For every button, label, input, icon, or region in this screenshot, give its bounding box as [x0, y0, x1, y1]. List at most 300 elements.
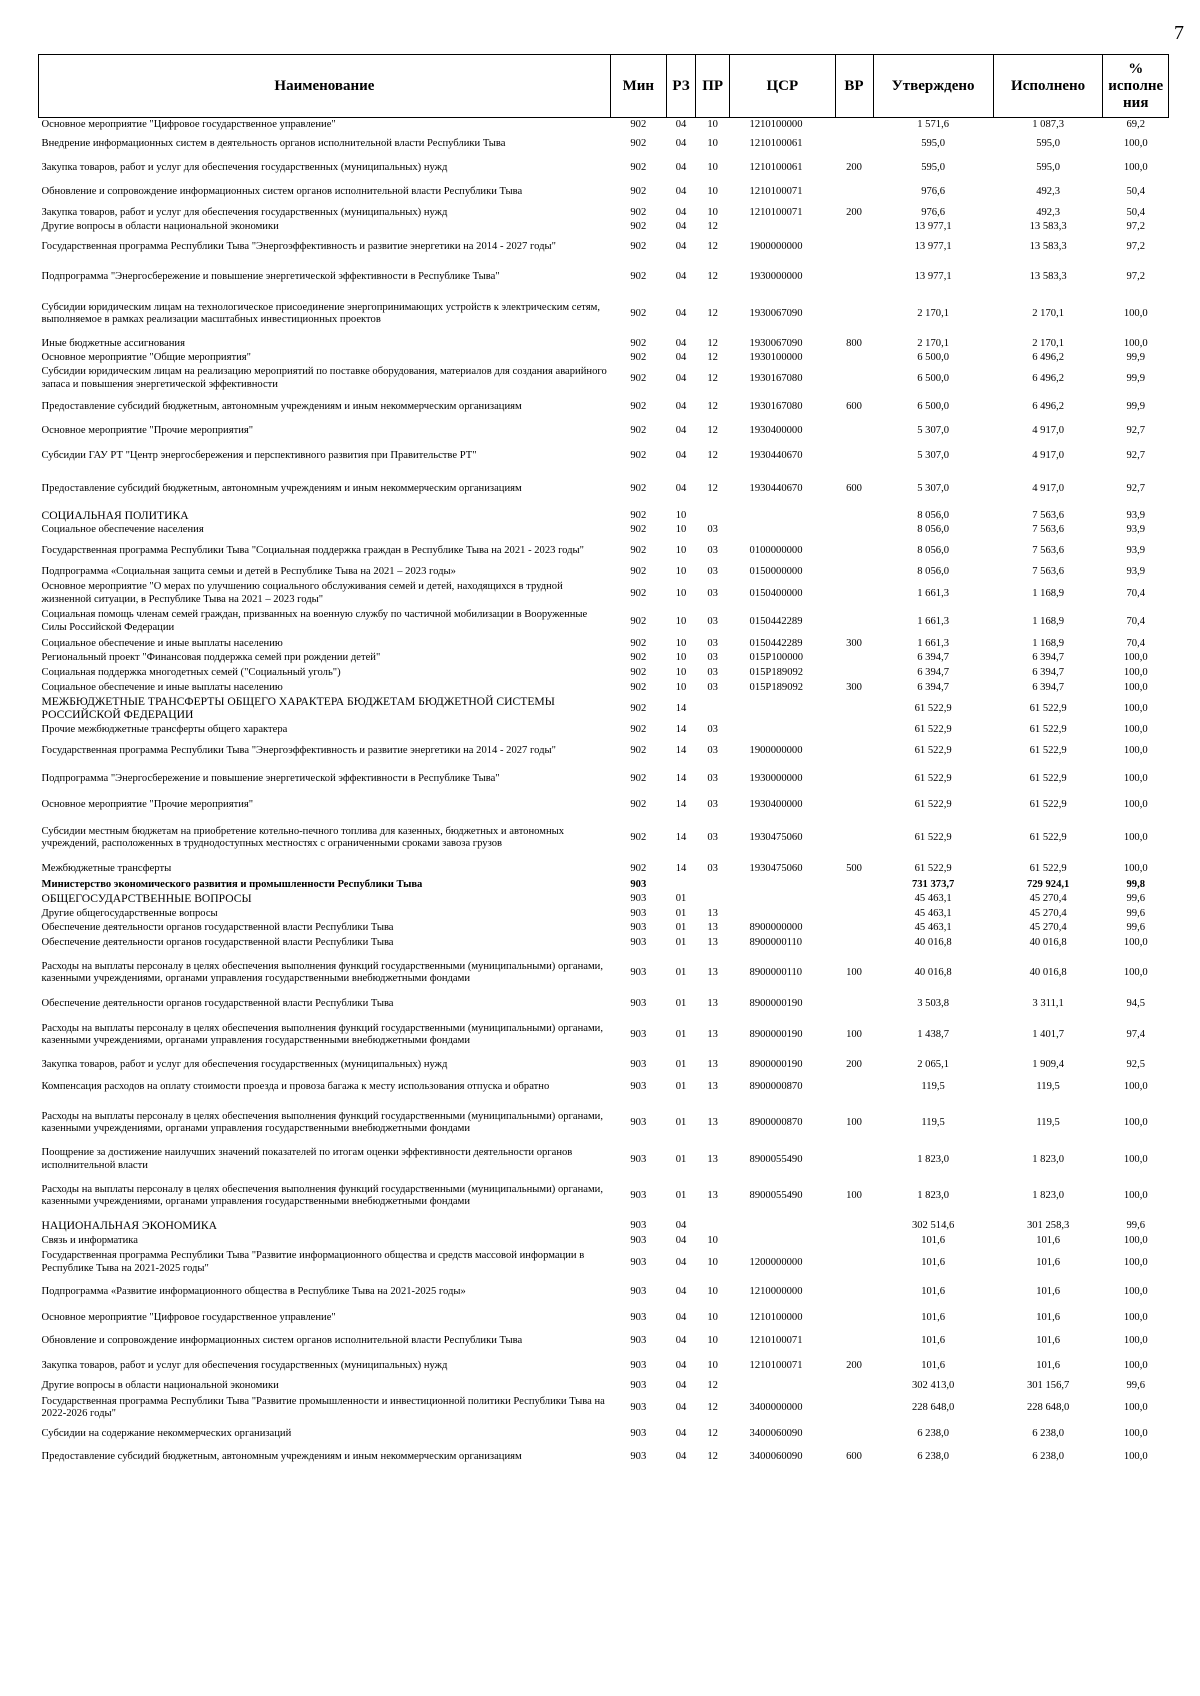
cell-csr: 1210100061 [749, 162, 803, 174]
cell-csr [730, 695, 836, 722]
cell-name: Основное мероприятие "Прочие мероприятия" [41, 798, 254, 810]
cell-name: Другие общегосударственные вопросы [41, 907, 218, 919]
cell-approved: 45 463,1 [914, 892, 952, 904]
table-row [39, 651, 1169, 665]
cell-rz: 01 [675, 892, 687, 904]
cell-name: Субсидии юридическим лицам на технологическое присоединение энергопринимающих устройств к электрическим сетям, выполняемое в рамках реализации масштабных инвестиционных проектов [41, 301, 601, 326]
cell-pr: 12 [707, 1427, 718, 1439]
cell-percent: 99,9 [1126, 351, 1146, 363]
cell-vr: 600 [846, 400, 862, 412]
cell-rz: 04 [675, 1427, 687, 1439]
cell-rz: 04 [675, 1379, 687, 1391]
cell-min: 903 [630, 1235, 647, 1247]
cell-rz: 10 [675, 524, 687, 536]
cell-approved: 40 016,8 [914, 967, 952, 979]
cell-executed: 101,6 [1036, 1359, 1061, 1371]
cell-percent: 99,6 [1126, 892, 1146, 904]
cell-executed: 101,6 [1036, 1235, 1061, 1247]
cell-csr: 1210100071 [749, 186, 803, 198]
cell-name: Министерство экономического развития и промышленности Республики Тыва [41, 878, 423, 890]
cell-executed: 1 909,4 [1032, 1058, 1065, 1070]
cell-vr [835, 995, 873, 1013]
cell-rz: 01 [675, 1080, 687, 1092]
cell-pr: 03 [707, 666, 718, 678]
cell-executed: 45 270,4 [1029, 922, 1067, 934]
cell-executed: 13 583,3 [1029, 221, 1067, 233]
cell-rz: 14 [675, 832, 687, 844]
cell-vr [835, 878, 873, 891]
cell-executed: 61 522,9 [1029, 863, 1067, 875]
cell-min: 902 [630, 509, 647, 521]
table-row [39, 636, 1169, 651]
cell-pr: 03 [707, 745, 718, 757]
table-row [39, 1145, 1169, 1174]
cell-rz: 01 [675, 967, 687, 979]
cell-rz: 01 [675, 1029, 687, 1041]
cell-min: 902 [630, 337, 647, 349]
cell-min: 902 [630, 587, 647, 599]
cell-csr: 1930475060 [749, 832, 803, 844]
cell-csr: 3400000000 [749, 1402, 803, 1414]
cell-rz: 10 [675, 566, 687, 578]
cell-min: 902 [630, 450, 647, 462]
cell-pr: 12 [707, 1402, 718, 1414]
cell-min: 903 [630, 1058, 647, 1070]
header-vr: ВР [835, 55, 873, 118]
table-row [39, 156, 1169, 180]
cell-csr: 8900000110 [749, 937, 803, 949]
cell-percent: 92,5 [1126, 1058, 1146, 1070]
cell-executed: 1 823,0 [1032, 1190, 1065, 1202]
cell-csr: 0100000000 [749, 544, 803, 556]
cell-pr: 12 [707, 241, 718, 253]
table-row [39, 204, 1169, 221]
header-row [39, 55, 1169, 118]
cell-name: Предоставление субсидий бюджетным, автономным учреждениям и иным некоммерческим организациям [41, 400, 522, 412]
table-row [39, 1101, 1169, 1145]
cell-vr [835, 607, 873, 636]
cell-min: 902 [630, 615, 647, 627]
cell-rz: 10 [675, 544, 687, 556]
cell-min: 902 [630, 652, 647, 664]
cell-vr: 600 [846, 1451, 862, 1463]
cell-pr: 03 [707, 863, 718, 875]
cell-min: 902 [630, 566, 647, 578]
cell-vr: 600 [846, 483, 862, 495]
cell-approved: 1 823,0 [917, 1153, 950, 1165]
cell-vr [835, 580, 873, 607]
cell-percent: 100,0 [1123, 798, 1148, 810]
cell-approved: 101,6 [921, 1286, 946, 1298]
cell-name: Обеспечение деятельности органов государственной власти Республики Тыва [41, 922, 394, 934]
cell-csr [730, 221, 836, 233]
table-row [39, 118, 1169, 132]
cell-vr [835, 537, 873, 564]
cell-pr: 13 [707, 907, 718, 919]
cell-csr: 3400060090 [749, 1427, 803, 1439]
cell-approved: 1 823,0 [917, 1190, 950, 1202]
cell-pr: 03 [707, 524, 718, 536]
cell-name: Субсидии юридическим лицам на реализацию мероприятий по поставке оборудования, материалов для создания аварийного запаса и повышения энергетической эффективности [41, 366, 607, 390]
cell-approved: 101,6 [921, 1359, 946, 1371]
cell-rz: 14 [675, 798, 687, 810]
cell-pr: 13 [707, 1153, 718, 1165]
cell-csr: 8900000870 [749, 1080, 803, 1092]
table-row [39, 793, 1169, 816]
cell-executed: 1 401,7 [1032, 1029, 1065, 1041]
cell-name: Основное мероприятие "О мерах по улучшению социального обслуживания семей и детей, находящихся в трудной жизненной ситуации, в Республике Тыва на 2021 – 2023 годы" [41, 581, 563, 605]
cell-vr [835, 234, 873, 261]
cell-min: 903 [630, 1080, 647, 1092]
cell-approved: 101,6 [921, 1335, 946, 1347]
cell-min: 903 [630, 1117, 647, 1129]
cell-name: Обеспечение деятельности органов государственной власти Республики Тыва [41, 937, 394, 949]
cell-pr: 12 [707, 400, 718, 412]
cell-min: 902 [630, 798, 647, 810]
page-number: 7 [1174, 22, 1184, 44]
table-row [39, 1234, 1169, 1248]
cell-percent: 100,0 [1123, 1359, 1148, 1371]
cell-csr: 1930475060 [749, 863, 803, 875]
cell-percent: 100,0 [1123, 681, 1148, 693]
cell-percent: 100,0 [1123, 1190, 1148, 1202]
cell-executed: 595,0 [1036, 162, 1061, 174]
cell-approved: 45 463,1 [914, 922, 952, 934]
cell-vr [835, 352, 873, 364]
cell-rz: 10 [675, 652, 687, 664]
cell-rz: 14 [675, 723, 687, 735]
cell-executed: 119,5 [1036, 1117, 1060, 1129]
cell-name: Социальная поддержка многодетных семей ("Социальный уголь") [41, 666, 341, 678]
cell-executed: 301 258,3 [1026, 1220, 1070, 1232]
cell-pr: 03 [707, 615, 718, 627]
cell-min: 903 [630, 937, 647, 949]
cell-name: Подпрограмма "Энергосбережение и повышение энергетической эффективности в Республике Тыва" [41, 270, 500, 282]
cell-executed: 61 522,9 [1029, 773, 1067, 785]
cell-pr: 03 [707, 587, 718, 599]
cell-pr: 13 [707, 1080, 718, 1092]
cell-min: 902 [630, 483, 647, 495]
cell-csr: 1900000000 [749, 241, 803, 253]
cell-name: Государственная программа Республики Тыва "Энергоэффективность и развитие энергетики на 2014 - 2027 годы" [41, 241, 556, 253]
cell-pr: 03 [707, 566, 718, 578]
cell-vr: 100 [846, 967, 862, 979]
cell-executed: 6 394,7 [1032, 666, 1065, 678]
cell-pr: 13 [707, 1190, 718, 1202]
cell-pr: 12 [707, 372, 718, 384]
cell-name: Государственная программа Республики Тыва "Энергоэффективность и развитие энергетики на 2014 - 2027 годы" [41, 745, 556, 757]
cell-pr: 10 [707, 119, 718, 130]
cell-approved: 6 238,0 [917, 1427, 950, 1439]
table-row [39, 580, 1169, 607]
cell-min: 903 [630, 1029, 647, 1041]
cell-rz: 04 [675, 450, 687, 462]
cell-rz: 04 [675, 400, 687, 412]
cell-percent: 99,6 [1126, 1379, 1146, 1391]
cell-name: Обновление и сопровождение информационных систем органов исполнительной власти Республики Тыва [41, 186, 523, 198]
cell-name: Закупка товаров, работ и услуг для обеспечения государственных (муниципальных) нужд [41, 162, 448, 174]
cell-min: 903 [630, 907, 647, 919]
cell-csr: 8900000870 [749, 1117, 803, 1129]
cell-min: 902 [630, 702, 647, 714]
cell-vr [835, 364, 873, 393]
cell-min: 902 [630, 221, 647, 233]
cell-min: 903 [630, 878, 647, 890]
cell-approved: 8 056,0 [917, 566, 950, 578]
cell-approved: 5 307,0 [917, 483, 950, 495]
cell-approved: 3 503,8 [917, 998, 950, 1010]
cell-rz: 04 [675, 1402, 687, 1414]
cell-approved: 61 522,9 [914, 863, 952, 875]
cell-vr: 200 [846, 1058, 862, 1070]
cell-approved: 595,0 [921, 137, 946, 149]
cell-min: 902 [630, 137, 647, 149]
cell-percent: 100,0 [1123, 1402, 1148, 1414]
cell-name: Расходы на выплаты персоналу в целях обеспечения выполнения функций государственными (муниципальными) органами, казенными учреждениями, органами управления государственными внебюджетными фондами [41, 1022, 603, 1047]
cell-pr: 10 [707, 137, 718, 149]
cell-csr: 1200000000 [749, 1256, 803, 1268]
cell-name: Социальная помощь членам семей граждан, призванных на военную службу по частичной мобилизации в Вооруженные Силы Российской Федерации [41, 609, 588, 633]
cell-pr [696, 1218, 730, 1234]
cell-vr [835, 935, 873, 951]
cell-csr [730, 508, 836, 523]
cell-approved: 61 522,9 [914, 773, 952, 785]
cell-vr [835, 180, 873, 204]
cell-pr: 12 [707, 450, 718, 462]
cell-percent: 70,4 [1126, 615, 1146, 627]
cell-csr: 8900000190 [749, 998, 803, 1010]
cell-approved: 302 514,6 [911, 1220, 955, 1232]
cell-name: Социальное обеспечение и иные выплаты населению [41, 681, 283, 693]
cell-name: НАЦИОНАЛЬНАЯ ЭКОНОМИКА [41, 1219, 218, 1233]
cell-approved: 1 661,3 [917, 587, 950, 599]
cell-pr [696, 508, 730, 523]
cell-csr: 1210100071 [749, 1359, 803, 1371]
cell-name: Подпрограмма «Развитие информационного общества в Республике Тыва на 2021-2025 годы» [41, 1286, 466, 1298]
cell-percent: 100,0 [1123, 832, 1148, 844]
table-row [39, 737, 1169, 765]
cell-percent: 97,2 [1126, 221, 1146, 233]
cell-percent: 92,7 [1126, 483, 1146, 495]
cell-rz: 04 [675, 1256, 687, 1268]
table-row [39, 1353, 1169, 1378]
cell-approved: 6 394,7 [917, 681, 950, 693]
table-row [39, 891, 1169, 906]
cell-name: Предоставление субсидий бюджетным, автономным учреждениям и иным некоммерческим организациям [41, 1451, 522, 1463]
cell-rz: 01 [675, 907, 687, 919]
cell-approved: 6 238,0 [917, 1451, 950, 1463]
cell-percent: 99,9 [1126, 372, 1146, 384]
cell-rz: 04 [675, 308, 687, 320]
cell-percent: 50,4 [1126, 186, 1146, 198]
cell-vr: 500 [846, 863, 862, 875]
cell-min: 902 [630, 425, 647, 437]
cell-percent: 99,9 [1126, 400, 1146, 412]
cell-min: 902 [630, 681, 647, 693]
cell-csr: 1210100061 [749, 137, 803, 149]
cell-vr [835, 131, 873, 156]
cell-percent: 50,4 [1126, 206, 1146, 218]
cell-executed: 7 563,6 [1032, 524, 1065, 536]
cell-vr: 800 [846, 337, 862, 349]
cell-csr [730, 1218, 836, 1234]
cell-approved: 101,6 [921, 1235, 946, 1247]
cell-name: Основное мероприятие "Цифровое государственное управление" [41, 119, 336, 130]
cell-name: Расходы на выплаты персоналу в целях обеспечения выполнения функций государственными (муниципальными) органами, казенными учреждениями, органами управления государственными внебюджетными фондами [41, 960, 603, 985]
cell-executed: 4 917,0 [1032, 483, 1065, 495]
table-row [39, 1423, 1169, 1444]
table-row [39, 1057, 1169, 1072]
cell-approved: 5 307,0 [917, 450, 950, 462]
cell-csr: 1930400000 [749, 425, 803, 437]
cell-percent: 100,0 [1123, 137, 1148, 149]
cell-pr: 03 [707, 723, 718, 735]
cell-pr: 03 [707, 652, 718, 664]
table-row [39, 816, 1169, 860]
cell-approved: 2 170,1 [917, 308, 950, 320]
cell-csr [730, 878, 836, 891]
cell-vr [835, 1145, 873, 1174]
cell-min: 902 [630, 162, 647, 174]
table-row [39, 1307, 1169, 1329]
cell-executed: 40 016,8 [1029, 937, 1067, 949]
header-pr: ПР [696, 55, 730, 118]
cell-csr [730, 722, 836, 737]
cell-approved: 6 500,0 [917, 372, 950, 384]
cell-min: 902 [630, 186, 647, 198]
cell-csr: 8900055490 [749, 1153, 803, 1165]
cell-vr [835, 1393, 873, 1423]
table-row [39, 336, 1169, 352]
cell-executed: 301 156,7 [1026, 1379, 1070, 1391]
cell-percent: 100,0 [1123, 863, 1148, 875]
cell-name: Закупка товаров, работ и услуг для обеспечения государственных (муниципальных) нужд [41, 1359, 448, 1371]
cell-rz: 04 [675, 1335, 687, 1347]
cell-executed: 1 087,3 [1032, 119, 1065, 130]
cell-approved: 61 522,9 [914, 723, 952, 735]
table-row [39, 131, 1169, 156]
cell-approved: 1 661,3 [917, 637, 950, 649]
cell-percent: 100,0 [1123, 1235, 1148, 1247]
table-row [39, 1277, 1169, 1307]
cell-approved: 119,5 [921, 1117, 945, 1129]
cell-executed: 13 583,3 [1029, 241, 1067, 253]
cell-vr [835, 793, 873, 816]
cell-percent: 100,0 [1123, 773, 1148, 785]
cell-csr: 1900000000 [749, 745, 803, 757]
cell-vr: 200 [846, 162, 862, 174]
cell-rz: 04 [675, 270, 687, 282]
cell-csr: 1930167080 [749, 372, 803, 384]
cell-csr: 0150400000 [749, 587, 803, 599]
cell-executed: 101,6 [1036, 1312, 1061, 1324]
cell-percent: 100,0 [1123, 1286, 1148, 1298]
cell-approved: 13 977,1 [914, 241, 952, 253]
cell-min: 902 [630, 308, 647, 320]
cell-percent: 99,6 [1126, 1220, 1146, 1232]
cell-name: Основное мероприятие "Общие мероприятия" [41, 351, 251, 363]
cell-name: Социальное обеспечение населения [41, 524, 204, 536]
cell-approved: 302 413,0 [911, 1379, 955, 1391]
cell-vr: 100 [846, 1029, 862, 1041]
cell-name: Межбюджетные трансферты [41, 863, 172, 875]
cell-min: 902 [630, 666, 647, 678]
cell-executed: 61 522,9 [1029, 723, 1067, 735]
cell-min: 903 [630, 1256, 647, 1268]
cell-rz: 04 [675, 186, 687, 198]
cell-executed: 13 583,3 [1029, 270, 1067, 282]
cell-name: Закупка товаров, работ и услуг для обеспечения государственных (муниципальных) нужд [41, 206, 448, 218]
cell-executed: 101,6 [1036, 1335, 1061, 1347]
cell-csr: 8900000190 [749, 1058, 803, 1070]
table-row [39, 951, 1169, 995]
cell-pr: 12 [707, 483, 718, 495]
cell-vr [835, 1072, 873, 1101]
cell-executed: 595,0 [1036, 137, 1061, 149]
cell-pr: 10 [707, 1335, 718, 1347]
cell-rz: 01 [675, 1117, 687, 1129]
cell-csr: 015P189092 [749, 681, 804, 693]
cell-name: Обновление и сопровождение информационных систем органов исполнительной власти Республики Тыва [41, 1335, 523, 1347]
table-row [39, 1378, 1169, 1393]
cell-csr: 1930440670 [749, 450, 803, 462]
cell-min: 903 [630, 1153, 647, 1165]
cell-percent: 100,0 [1123, 652, 1148, 664]
cell-name: Подпрограмма "Энергосбережение и повышение энергетической эффективности в Республике Тыва" [41, 773, 500, 785]
cell-percent: 70,4 [1126, 587, 1146, 599]
cell-approved: 2 170,1 [917, 337, 950, 349]
cell-percent: 100,0 [1123, 723, 1148, 735]
cell-min: 903 [630, 967, 647, 979]
cell-executed: 61 522,9 [1029, 798, 1067, 810]
table-row [39, 765, 1169, 793]
cell-name: Подпрограмма «Социальная защита семьи и детей в Республике Тыва на 2021 – 2023 годы» [41, 566, 456, 578]
cell-vr [835, 737, 873, 765]
cell-vr [835, 1234, 873, 1248]
cell-rz: 04 [675, 1220, 687, 1232]
cell-executed: 61 522,9 [1029, 745, 1067, 757]
cell-pr [696, 878, 730, 891]
cell-percent: 99,6 [1126, 922, 1146, 934]
cell-vr [835, 1248, 873, 1277]
cell-name: Предоставление субсидий бюджетным, автономным учреждениям и иным некоммерческим организациям [41, 483, 522, 495]
cell-approved: 976,6 [921, 186, 946, 198]
cell-min: 902 [630, 723, 647, 735]
cell-approved: 8 056,0 [917, 509, 950, 521]
cell-min: 902 [630, 119, 647, 130]
cell-vr [835, 665, 873, 680]
cell-csr: 1930100000 [749, 351, 803, 363]
cell-min: 903 [630, 1379, 647, 1391]
cell-vr [835, 906, 873, 921]
cell-name: ОБЩЕГОСУДАРСТВЕННЫЕ ВОПРОСЫ [41, 891, 252, 905]
cell-vr: 300 [846, 681, 862, 693]
cell-min: 903 [630, 1402, 647, 1414]
cell-pr: 12 [707, 425, 718, 437]
table-row [39, 1218, 1169, 1234]
table-row [39, 1444, 1169, 1470]
cell-name: Социальное обеспечение и иные выплаты населению [41, 637, 283, 649]
cell-executed: 2 170,1 [1032, 337, 1065, 349]
cell-rz: 10 [675, 681, 687, 693]
cell-pr: 10 [707, 186, 718, 198]
cell-csr: 1930400000 [749, 798, 803, 810]
cell-approved: 101,6 [921, 1256, 946, 1268]
cell-csr: 0150000000 [749, 566, 803, 578]
table-row [39, 564, 1169, 580]
cell-name: Основное мероприятие "Цифровое государственное управление" [41, 1312, 336, 1324]
header-csr: ЦСР [730, 55, 836, 118]
